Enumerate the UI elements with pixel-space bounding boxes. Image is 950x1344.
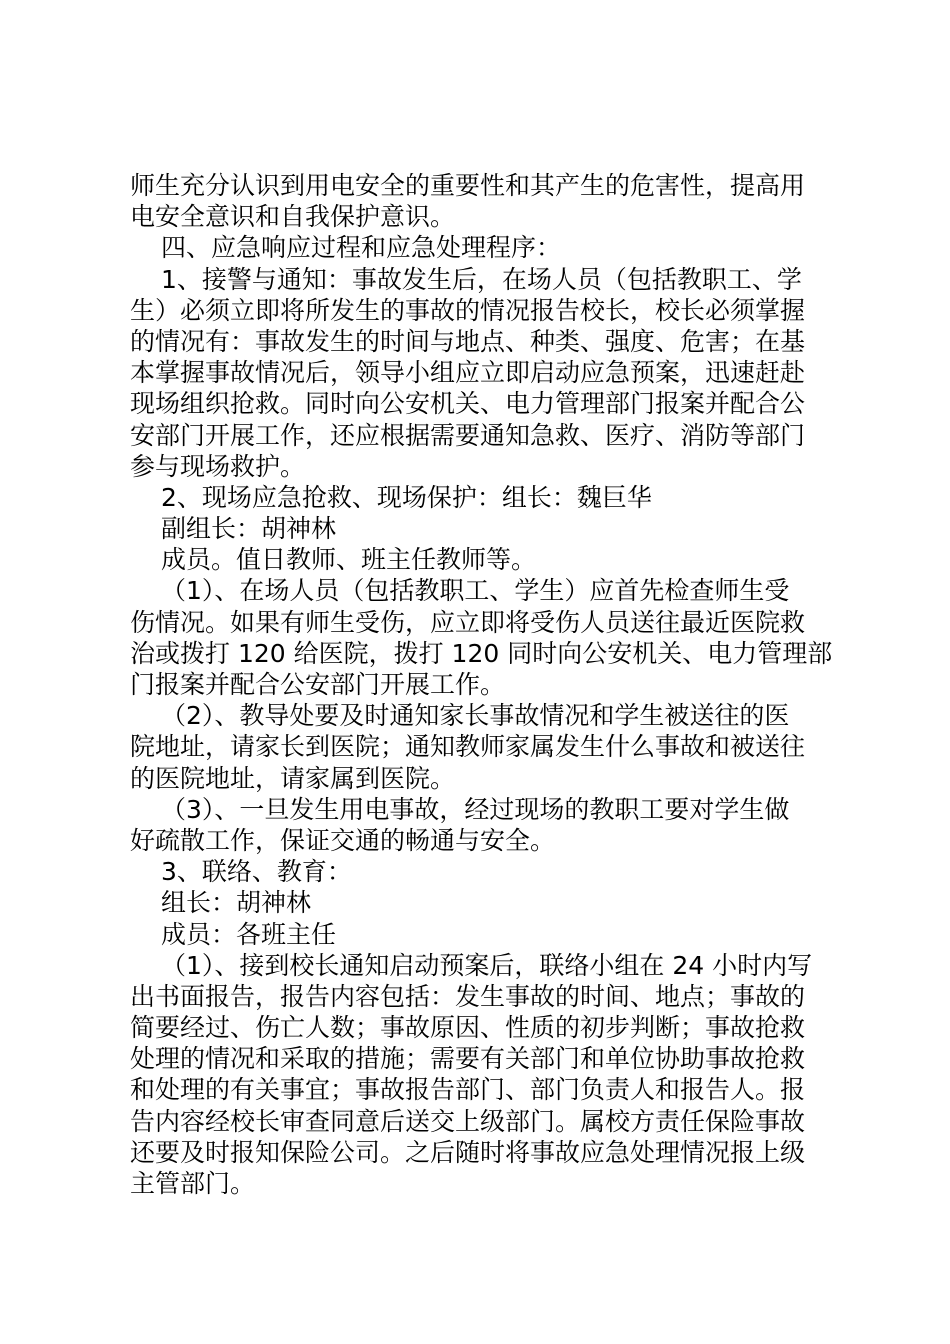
body-text-line: 现场组织抢救。同时向公安机关、电力管理部门报案并配合公 [130, 389, 806, 419]
body-text-line: （1）、在场人员（包括教职工、学生）应首先检查师生受 [161, 576, 790, 606]
body-text-line: 成员。值日教师、班主任教师等。 [161, 545, 537, 575]
body-text-line: 和处理的有关事宜；事故报告部门、部门负责人和报告人。报 [130, 1075, 806, 1105]
body-text-line: 伤情况。如果有师生受伤，应立即将受伤人员送往最近医院救 [130, 607, 806, 637]
body-text-line: 成员：各班主任 [161, 919, 337, 949]
body-text-line: 门报案并配合公安部门开展工作。 [130, 670, 506, 699]
body-text-line: 告内容经校长审查同意后送交上级部门。属校方责任保险事故 [130, 1106, 806, 1136]
section-heading: 四、应急响应过程和应急处理程序： [161, 233, 562, 263]
body-text-line: 师生充分认识到用电安全的重要性和其产生的危害性，提高用 [130, 171, 806, 200]
body-text-line: （2）、教导处要及时通知家长事故情况和学生被送往的医 [161, 701, 790, 731]
body-text-line: 参与现场救护。 [130, 451, 306, 481]
body-text-line: 2、现场应急抢救、现场保护：组长：魏巨华 [161, 482, 652, 512]
body-text-line: 安部门开展工作，还应根据需要通知急救、医疗、消防等部门 [130, 420, 806, 450]
body-text-line: 的情况有：事故发生的时间与地点、种类、强度、危害；在基 [130, 326, 806, 356]
body-text-line: 3、联络、教育： [161, 857, 352, 887]
body-text-line: 出书面报告，报告内容包括：发生事故的时间、地点；事故的 [130, 981, 806, 1011]
body-text-line: 本掌握事故情况后，领导小组应立即启动应急预案，迅速赶赴 [130, 358, 806, 388]
body-text-line: 组长：胡神林 [161, 888, 312, 918]
body-text-line: 1、接警与通知：事故发生后，在场人员（包括教职工、学 [161, 264, 802, 294]
body-text-line: 简要经过、伤亡人数；事故原因、性质的初步判断；事故抢救 [130, 1013, 806, 1043]
body-text-line: 院地址，请家长到医院；通知教师家属发生什么事故和被送往 [130, 732, 806, 762]
body-text-line: （3）、一旦发生用电事故，经过现场的教职工要对学生做 [161, 794, 790, 824]
document-body [130, 170, 833, 1199]
body-text-line: 的医院地址，请家属到医院。 [130, 763, 456, 793]
body-text-line: 好疏散工作，保证交通的畅通与安全。 [130, 825, 556, 855]
body-text-line: 副组长：胡神林 [161, 514, 337, 544]
body-text-line: 治或拨打 120 给医院，拨打 120 同时向公安机关、电力管理部 [130, 638, 833, 668]
body-text-line: 电安全意识和自我保护意识。 [130, 202, 456, 232]
body-text-line: 主管部门。 [130, 1169, 256, 1198]
body-text-line: 还要及时报知保险公司。之后随时将事故应急处理情况报上级 [130, 1137, 806, 1167]
body-text-line: 生）必须立即将所发生的事故的情况报告校长，校长必须掌握 [130, 295, 806, 325]
body-text-line: （1）、接到校长通知启动预案后，联络小组在 24 小时内写 [161, 950, 813, 980]
body-text-line: 处理的情况和采取的措施；需要有关部门和单位协助事故抢救 [130, 1044, 806, 1074]
